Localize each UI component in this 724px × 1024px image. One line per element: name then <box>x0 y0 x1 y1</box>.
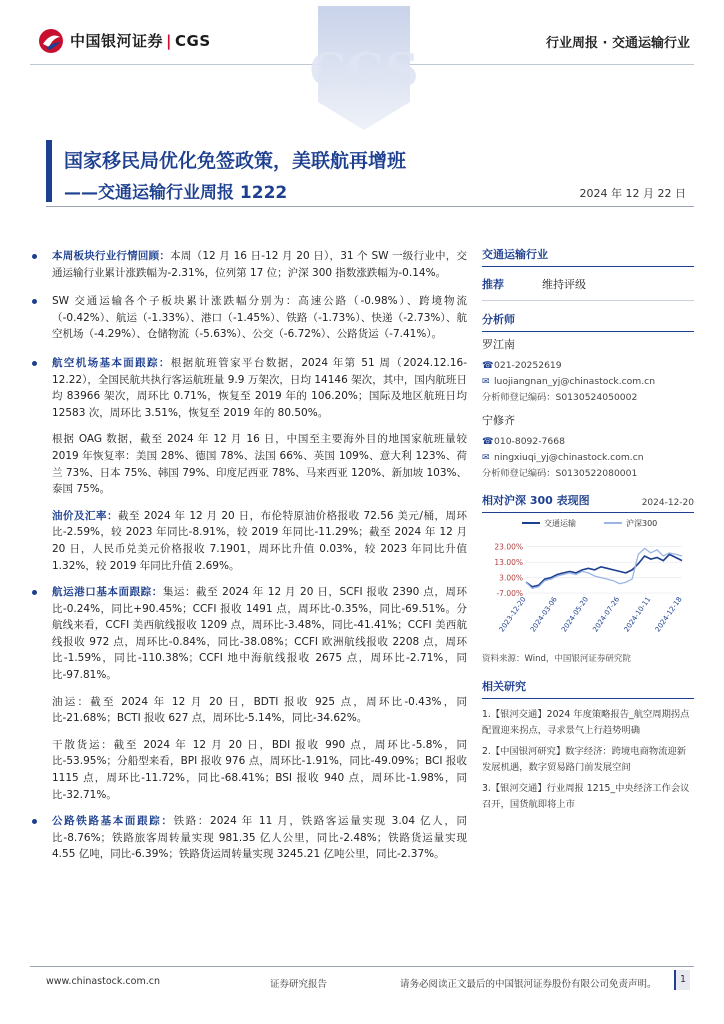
related-report-link[interactable]: 3.【银河交通】行业周报 1215_中央经济工作会议召开，国货航即将上市 <box>482 783 690 810</box>
analyst-heading: 分析师 <box>482 311 694 332</box>
cgs-watermark-icon <box>309 6 419 130</box>
phone-icon: ☎ <box>482 360 494 371</box>
email-icon: ✉ <box>482 376 490 387</box>
report-type: 行业周报 · 交通运输行业 <box>546 36 690 51</box>
paragraph-text: 集运：截至 2024 年 12 月 20 日，SCFI 报收 2390 点，周环比-0.24%，同比+90.45%；CCFI 报收 1491 点，周环比-0.35%，同比-69.51%。分航线来看，CCFI 美西航线报收 1209 点，周环比-3.48%，同比-41.41%；CCFI 美西航线报收 972 点，周环比-0.84%，同比-38.08%；CCFI 欧洲航线报收 2208 点，周环比-1.59%，同比-110.38%；CCFI 地中海航线报收 2675 点，周环比-2.71%，同比-97.81%。 <box>52 586 467 682</box>
paragraph-lead: 航运港口基本面跟踪： <box>52 586 163 599</box>
performance-chart <box>482 513 694 645</box>
footer-divider <box>30 966 694 967</box>
title-divider <box>46 206 694 207</box>
x-tick-label: 2024-05-20 <box>560 595 591 634</box>
y-tick-label: 13.00% <box>494 558 523 568</box>
body-paragraph <box>52 813 467 863</box>
paragraph-lead: 本周板块行业行情回顾： <box>52 250 171 262</box>
chart-source: 资料来源：Wind，中国银河证券研究院 <box>482 654 631 664</box>
paragraph-text: 油运：截至 2024 年 12 月 20 日，BDTI 报收 925 点，周环比-0.43%，同比-21.68%；BCTI 报收 627 点，周环比-5.14%，同比-34.62%。 <box>52 695 467 725</box>
chart-title: 相对沪深 300 表现图 <box>482 494 590 507</box>
rating-value: 维持评级 <box>542 278 586 291</box>
analyst-block <box>482 412 694 482</box>
paragraph-text: 铁路：2024 年 11 月，铁路客运量实现 3.04 亿人，同比-8.76%；铁路旅客周转量实现 981.35 亿人公里，同比-2.48%；铁路货运量实现 4.55 亿吨，同比-6.39%；铁路货运周转量实现 3245.21 亿吨公里，同比-2.37%。 <box>52 815 467 861</box>
sidebar <box>482 246 694 818</box>
analyst-phone: ☎021-20252619 <box>482 358 694 374</box>
paragraph-text: 根据 OAG 数据，截至 2024 年 12 月 16 日，中国至主要海外目的地国家航班量较 2019 年恢复率：美国 28%、德国 78%、法国 66%、英国 109%、意大利 123%、荷兰 73%、日本 75%、韩国 79%、印度尼西亚 78%、马来西亚 120%、新加坡 103%、泰国 75%。 <box>52 433 467 496</box>
x-tick-label: 2024-12-18 <box>653 595 684 634</box>
analyst-email[interactable]: ✉ ningxiuqi_yj@chinastock.com.cn <box>482 450 694 466</box>
rating-row <box>482 267 694 301</box>
report-date: 2024 年 12 月 22 日 <box>579 187 686 200</box>
body-paragraph <box>52 737 467 803</box>
company-logo-icon <box>38 28 64 54</box>
paragraph-text: 截至 2024 年 12 月 20 日，布伦特原油价格报收 72.56 美元/桶，周环比-2.59%，较 2023 年同比-8.91%，较 2019 年同比-11.29%；截至 2024 年 12 月 20 日，人民币兑美元价格报收 7.1901，周环比升值 0.03%，较 2023 年同比升值 1.32%，较 2019 年同比升值 2.69%。 <box>52 509 467 572</box>
legend-label: 交通运输 <box>544 519 576 528</box>
svg-text:CGS: CGS <box>309 43 419 97</box>
title-accent-bar <box>46 140 52 202</box>
body-paragraph <box>52 584 467 684</box>
analyst-block <box>482 336 694 406</box>
y-tick-label: -7.00% <box>496 589 523 598</box>
footer-disclaimer: 请务必阅读正文最后的中国银河证券股份有限公司免责声明。 <box>400 979 657 990</box>
rating-label: 推荐 <box>482 278 504 291</box>
related-heading: 相关研究 <box>482 678 694 699</box>
analyst-phone: ☎010-8092-7668 <box>482 434 694 450</box>
phone-icon: ☎ <box>482 436 494 447</box>
report-title: 国家移民局优化免签政策，美联航再增班 <box>64 150 407 172</box>
x-tick-label: 2024-03-06 <box>528 595 559 634</box>
x-tick-label: 2023-12-20 <box>497 595 528 634</box>
paragraph-text: 干散货运：截至 2024 年 12 月 20 日，BDI 报收 990 点，周环比-5.8%，同比-53.95%；分船型来看，BPI 报收 976 点，周环比-1.91%，同比-49.09%；BCI 报收 1115 点，周环比-11.72%，同比-68.41%；BSI 报收 940 点，周环比-1.98%，同比-32.71%。 <box>52 738 467 801</box>
body-paragraph <box>52 355 467 421</box>
series-line-transport <box>526 554 682 586</box>
body-paragraph <box>52 508 467 574</box>
chart-date: 2024-12-20 <box>641 498 694 508</box>
body-paragraph <box>52 248 467 281</box>
paragraph-text: SW 交通运输各个子板块累计涨跌幅分别为：高速公路（-0.98%）、跨境物流（-0.42%）、航运（-1.33%）、港口（-1.45%）、铁路（-1.73%）、快递（-2.73%）、航空机场（-4.29%）、仓储物流（-5.63%）、公交（-6.72%）、公路货运（-7.41%）。 <box>52 295 467 341</box>
chart-heading-row <box>482 492 694 513</box>
email-icon: ✉ <box>482 452 490 463</box>
legend-label: 沪深300 <box>626 519 658 528</box>
page-number: 1 <box>674 970 690 990</box>
analyst-cert: 分析师登记编码：S0130522080001 <box>482 468 638 479</box>
report-subtitle: ——交通运输行业周报 1222 <box>64 183 288 203</box>
analyst-email[interactable]: ✉ luojiangnan_yj@chinastock.com.cn <box>482 374 694 390</box>
body-paragraph <box>52 293 467 343</box>
analyst-name: 宁修齐 <box>482 414 515 427</box>
paragraph-lead: 公路铁路基本面跟踪： <box>52 815 174 828</box>
x-tick-label: 2024-07-26 <box>591 595 622 634</box>
paragraph-lead: 航空机场基本面跟踪： <box>52 356 171 369</box>
x-tick-label: 2024-10-11 <box>622 595 653 634</box>
related-report-link[interactable]: 1.【银河交通】2024 年度策略报告_航空周期拐点配置迎来拐点，寻求景气上行趋势明确 <box>482 709 690 736</box>
paragraph-text: 根据航班管家平台数据，2024 年第 51 周（2024.12.16-12.22），全国民航共执行客运航班量 9.9 万架次，日均 14146 架次，其中，国内航班日均 83966 架次，周环比 0.71%，恢复至 2019 年的 106.20%；国际及地区航班日均 12583 次，周环比 3.51%，恢复至 2019 年的 80.50%。 <box>52 356 467 419</box>
body-paragraph <box>52 431 467 497</box>
footer-doc-type: 证券研究报告 <box>270 979 328 990</box>
company-logo-text: 中国银河证券 | CGS <box>70 32 211 50</box>
y-tick-label: 3.00% <box>499 573 523 583</box>
paragraph-text: 本周（12 月 16 日-12 月 20 日），31 个 SW 一级行业中，交通运输行业累计涨跌幅为-2.31%，位列第 17 位；沪深 300 指数涨跌幅为-0.14%。 <box>52 250 467 279</box>
main-body <box>52 248 467 863</box>
analyst-cert: 分析师登记编码：S0130524050002 <box>482 392 638 403</box>
body-paragraph <box>52 694 467 727</box>
analyst-name: 罗江南 <box>482 338 515 351</box>
related-report-link[interactable]: 2.【中国银河研究】数字经济：跨境电商物流迎新发展机遇，数字贸易路门前发展空间 <box>482 746 687 773</box>
industry-heading: 交通运输行业 <box>482 246 694 267</box>
paragraph-lead: 油价及汇率： <box>52 509 119 522</box>
footer-url[interactable]: www.chinastock.com.cn <box>46 976 160 987</box>
y-tick-label: 23.00% <box>494 542 523 552</box>
